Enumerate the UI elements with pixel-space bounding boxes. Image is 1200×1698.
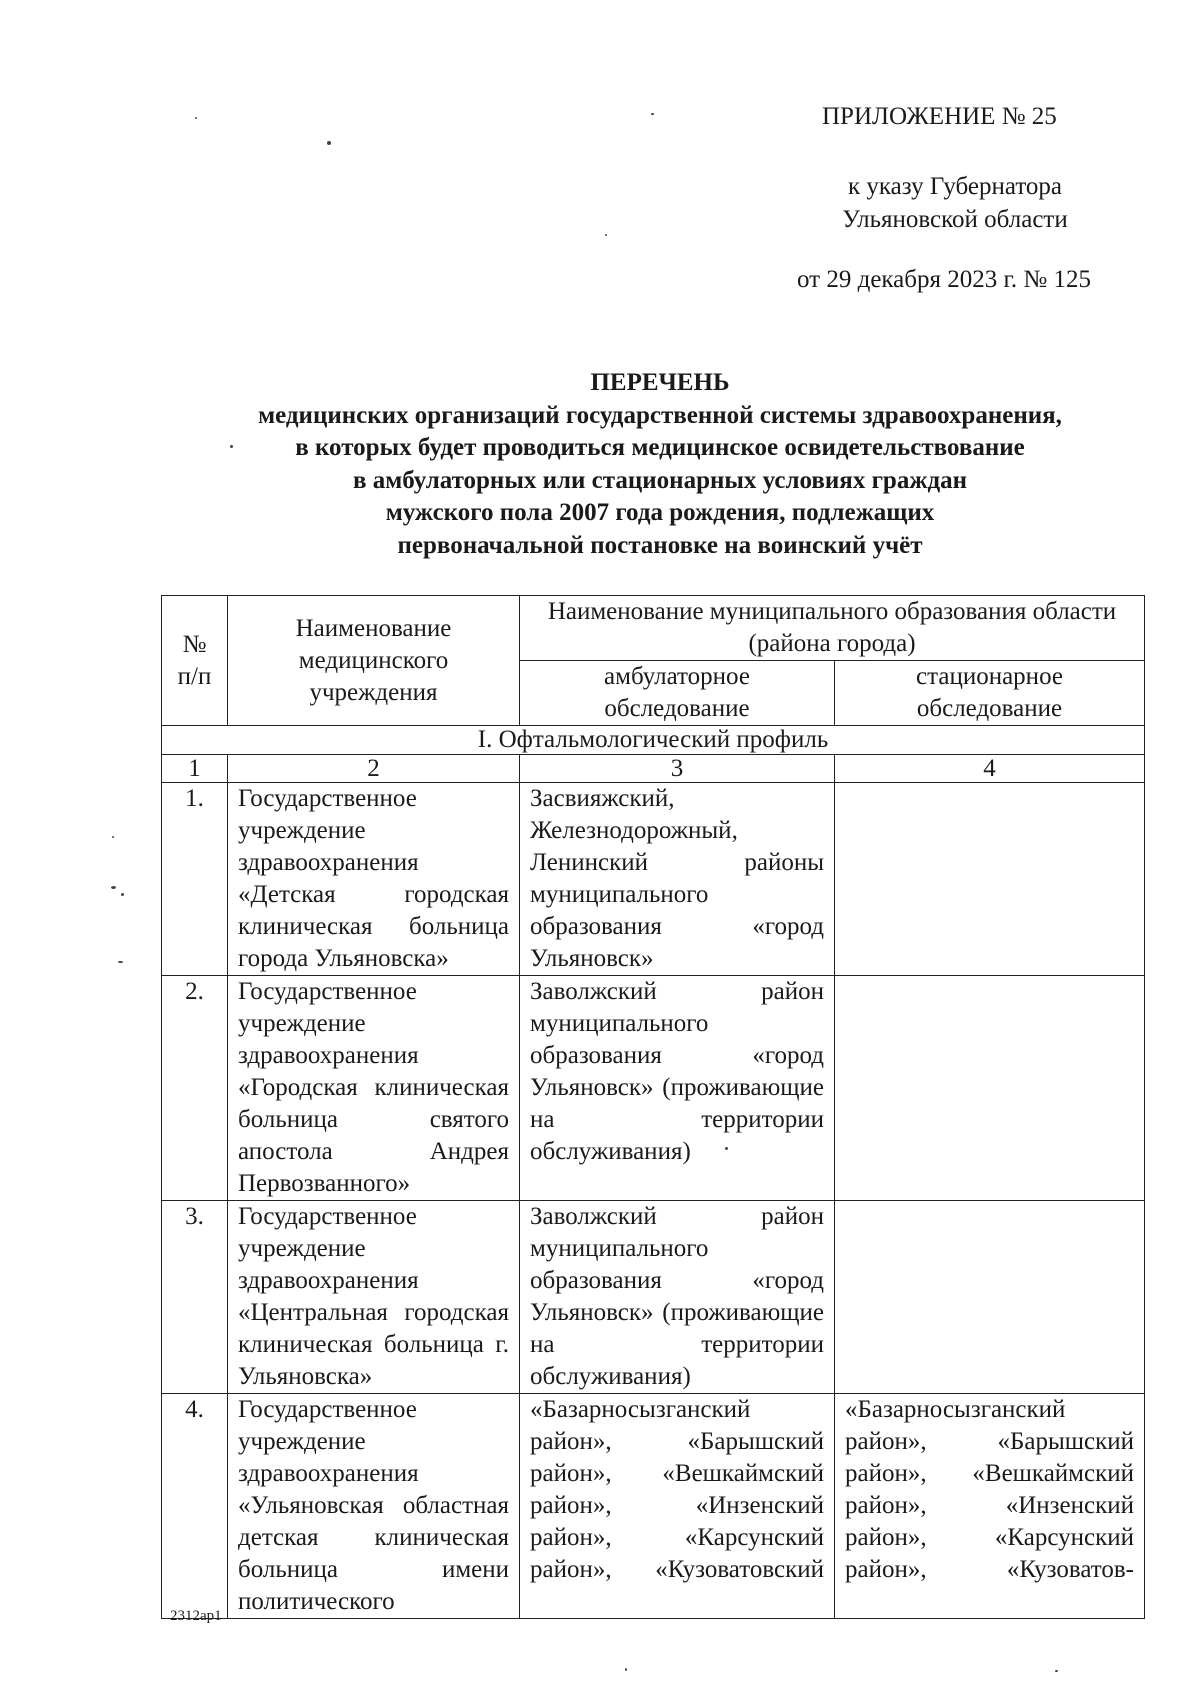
scan-speck	[112, 836, 114, 838]
scan-speck	[1055, 1670, 1058, 1672]
stationary-area	[835, 1201, 1145, 1394]
row-number: 1.	[162, 783, 228, 976]
document-code: 2312ap1	[170, 1608, 222, 1624]
header-municipality: Наименование муниципального образования области (района города)	[520, 596, 1145, 661]
title-line: в которых будет проводиться медицинское освидетельствование	[295, 434, 1025, 461]
column-index: 3	[520, 755, 835, 783]
ambulatory-area: Заволжский район муниципального образования «город Ульяновск» (проживающие на территории обслуживания)	[520, 976, 835, 1201]
table-row	[162, 1394, 1145, 1619]
column-index: 1	[162, 755, 228, 783]
scan-speck	[725, 1147, 728, 1150]
organization-name: Государственное учреждение здравоохранения «Ульяновская областная детская клиническая больница имени политического	[228, 1394, 520, 1619]
organization-name: Государственное учреждение здравоохранения «Детская городская клиническая больница города Ульяновска»	[228, 783, 520, 976]
title-line: в амбулаторных или стационарных условиях граждан	[352, 466, 967, 494]
row-number: 2.	[162, 976, 228, 1201]
organization-name: Государственное учреждение здравоохранения «Городская клиническая больница святого апостола Андрея Первозванного»	[228, 976, 520, 1201]
scan-speck	[327, 141, 331, 145]
stationary-area	[835, 976, 1145, 1201]
table-row	[162, 1201, 1145, 1394]
document-title	[150, 367, 1170, 562]
ambulatory-area: Засвияжский, Железнодорожный, Ленинский районы муниципального образования «город Ульяновск»	[520, 783, 835, 976]
row-number: 3.	[162, 1201, 228, 1394]
ambulatory-area: Заволжский район муниципального образования «город Ульяновск» (проживающие на территории обслуживания)	[520, 1201, 835, 1394]
section-row	[162, 726, 1145, 755]
header-ambulatory: амбулаторное обследование	[520, 661, 835, 726]
table-row	[162, 976, 1145, 1201]
table-header-row	[162, 596, 1145, 661]
scan-speck	[230, 445, 233, 448]
row-number: 4.	[162, 1394, 228, 1619]
scan-speck	[195, 117, 197, 119]
column-index-row	[162, 755, 1145, 783]
appendix-number: ПРИЛОЖЕНИЕ № 25	[822, 103, 1057, 130]
header-stationary: стационарное обследование	[835, 661, 1145, 726]
decree-date: от 29 декабря 2023 г. № 125	[797, 266, 1092, 293]
title-line: первоначальной постановке на воинский учёт	[397, 531, 923, 559]
stationary-area: «Базарносызганский район», «Барышский район», «Вешкаймский район», «Инзенский район», «Карсунский район», «Кузоватов-	[835, 1394, 1145, 1619]
decree-line: Ульяновской области	[842, 206, 1068, 233]
ambulatory-area: «Базарносызганский район», «Барышский район», «Вешкаймский район», «Инзенский район», «Карсунский район», «Кузоватовский	[520, 1394, 835, 1619]
scan-speck	[118, 961, 123, 963]
header-num: № п/п	[162, 596, 228, 726]
organization-name: Государственное учреждение здравоохранения «Центральная городская клиническая больница г. Ульяновска»	[228, 1201, 520, 1394]
title-line: мужского пола 2007 года рождения, подлежащих	[385, 499, 935, 526]
organizations-table	[161, 595, 1145, 1619]
scan-speck	[121, 893, 124, 896]
title-line: медицинских организаций государственной системы здравоохранения,	[258, 401, 1062, 429]
table-row	[162, 783, 1145, 976]
column-index: 4	[835, 755, 1145, 783]
scan-speck	[625, 1668, 627, 1671]
title-main: ПЕРЕЧЕНЬ	[590, 369, 730, 396]
column-index: 2	[228, 755, 520, 783]
decree-reference	[820, 170, 1090, 236]
scan-speck	[605, 234, 607, 236]
header-organization: Наименование медицинского учреждения	[228, 596, 520, 726]
scan-speck	[651, 113, 654, 115]
scan-speck	[111, 886, 116, 889]
stationary-area	[835, 783, 1145, 976]
section-title: I. Офтальмологический профиль	[162, 726, 1145, 755]
decree-line: к указу Губернатора	[847, 173, 1063, 200]
